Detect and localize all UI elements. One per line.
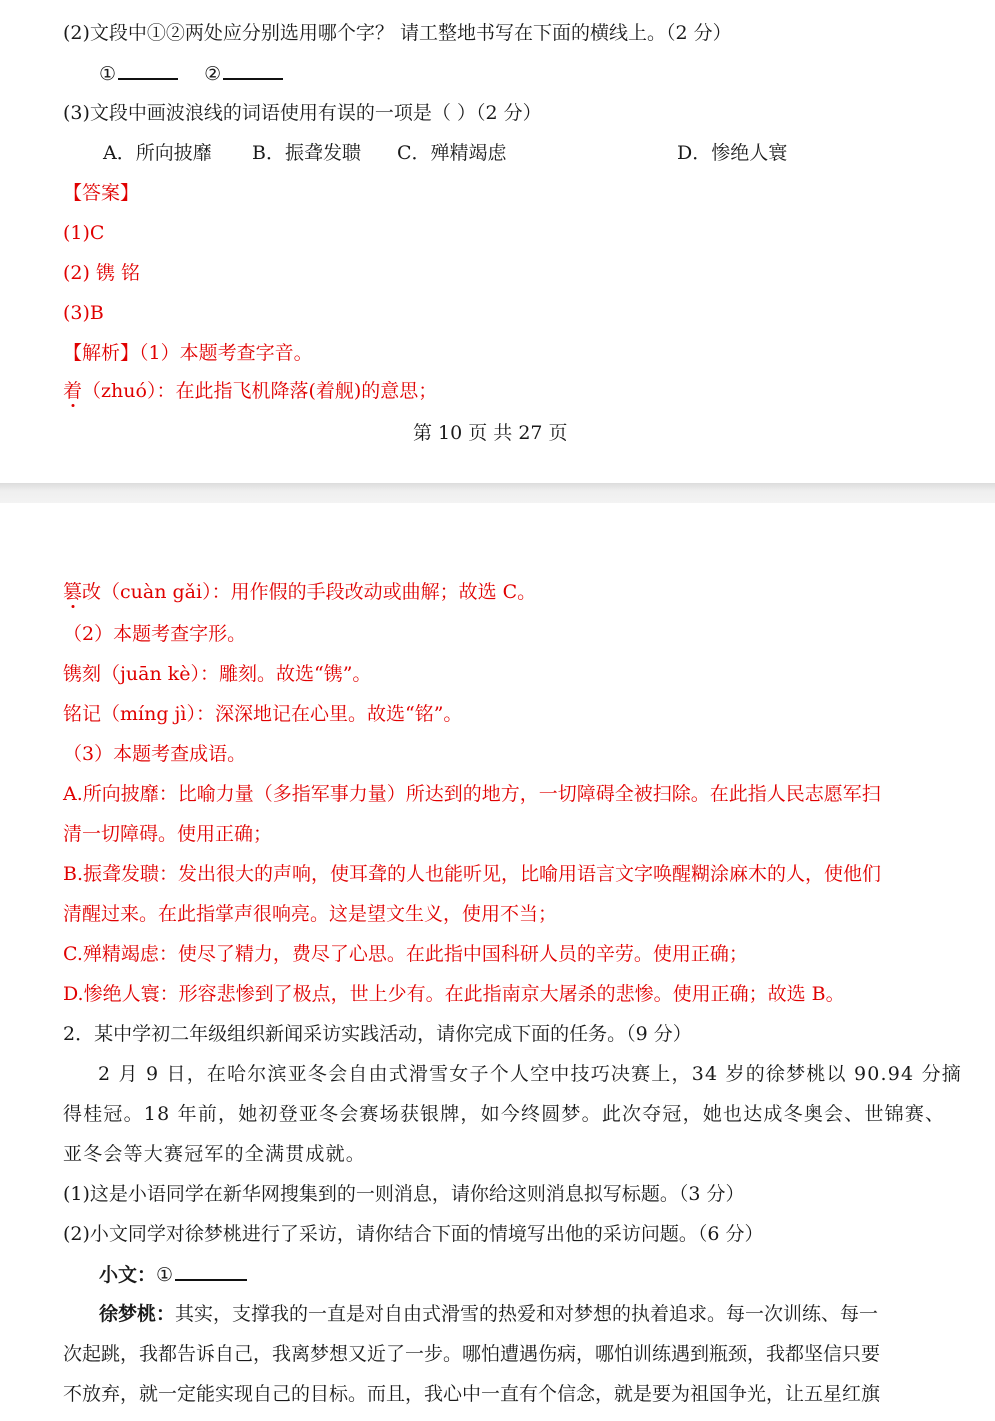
speaker-xumengtao: 徐梦桃： xyxy=(99,1303,176,1325)
analysis-3-heading: （3）本题考查成语。 xyxy=(63,743,247,765)
interview-xiaowen xyxy=(99,1261,247,1288)
analysis-option-c: C.殚精竭虑：使尽了精力，费尽了心思。在此指中国科研人员的辛劳。使用正确； xyxy=(63,943,748,965)
page-footer: 第 10 页 共 27 页 xyxy=(413,422,568,444)
subquestion-2: (2)小文同学对徐梦桃进行了采访，请你结合下面的情境写出他的采访问题。（6 分） xyxy=(63,1223,764,1245)
answer-blanks-row xyxy=(99,60,283,87)
subquestion-1: (1)这是小语同学在新华网搜集到的一则消息，请你给这则消息拟写标题。（3 分） xyxy=(63,1183,745,1205)
news-line-3: 亚冬会等大赛冠军的全满贯成就。 xyxy=(63,1143,367,1165)
analysis-option-a: A.所向披靡：比喻力量（多指军事力量）所达到的地方，一切障碍全被扫除。在此指人民志愿军扫 xyxy=(63,783,881,805)
interview-xumengtao-1 xyxy=(99,1301,878,1327)
answer-2: (2) 镌 铭 xyxy=(63,262,140,284)
answer-1: (1)C xyxy=(63,222,105,244)
reply-line-3: 不放弃，就一定能实现自己的目标。而且，我心中一直有个信念，就是要为祖国争光，让五星红旗 xyxy=(63,1383,881,1405)
emphasis-char: 篡 xyxy=(63,581,83,603)
analysis-option-a-cont: 清一切障碍。使用正确； xyxy=(63,823,273,845)
analysis-cuangai-text: 改（cuàn gǎi）：用作假的手段改动或曲解；故选 C。 xyxy=(82,581,537,603)
analysis-mingji: 铭记（míng jì）：深深地记在心里。故选“铭”。 xyxy=(63,703,463,725)
analysis-cuangai xyxy=(63,579,536,605)
analysis-zhuo xyxy=(63,378,437,404)
blank-2-label: ② xyxy=(204,63,222,85)
page-separator xyxy=(0,483,995,503)
page-10 xyxy=(0,0,995,483)
option-a: A．所向披靡 xyxy=(103,142,212,164)
question-3-text: (3)文段中画波浪线的词语使用有误的一项是（ ）（2 分） xyxy=(63,102,542,124)
analysis-juanke: 镌刻（juān kè）：雕刻。故选“镌”。 xyxy=(63,663,372,685)
blank-1-label: ① xyxy=(99,63,117,85)
blank-1-line xyxy=(118,60,178,80)
analysis-option-d: D.惨绝人寰：形容悲惨到了极点，世上少有。在此指南京大屠杀的悲惨。使用正确；故选 B。 xyxy=(63,983,845,1005)
question-blank-label: ① xyxy=(156,1264,174,1286)
blank-2-line xyxy=(223,60,283,80)
option-d: D．惨绝人寰 xyxy=(677,142,788,164)
analysis-zhuo-text: （zhuó）：在此指飞机降落(着舰)的意思； xyxy=(82,380,438,402)
emphasis-char: 着 xyxy=(63,380,83,402)
reply-line-2: 次起跳，我都告诉自己，我离梦想又近了一步。哪怕遭遇伤病，哪怕训练遇到瓶颈，我都坚信只要 xyxy=(63,1343,881,1365)
answer-3: (3)B xyxy=(63,302,104,324)
reply-line-1: 其实，支撑我的一直是对自由式滑雪的热爱和对梦想的执着追求。每一次训练、每一 xyxy=(175,1303,879,1325)
analysis-option-b: B.振聋发聩：发出很大的声响，使耳聋的人也能听见，比喻用语言文字唤醒糊涂麻木的人，使他们 xyxy=(63,863,882,885)
analysis-option-b-cont: 清醒过来。在此指掌声很响亮。这是望文生义，使用不当； xyxy=(63,903,558,925)
speaker-xiaowen: 小文： xyxy=(99,1264,157,1286)
question-2-text: (2)文段中①②两处应分别选用哪个字？ 请工整地书写在下面的横线上。（2 分） xyxy=(63,22,732,44)
news-line-1: 2 月 9 日，在哈尔滨亚冬会自由式滑雪女子个人空中技巧决赛上，34 岁的徐梦桃以 90.94 分摘 xyxy=(98,1063,962,1085)
question-blank-line xyxy=(175,1261,247,1281)
answer-heading: 【答案】 xyxy=(63,182,140,204)
option-c: C．殚精竭虑 xyxy=(397,142,507,164)
option-b: B．振聋发聩 xyxy=(252,142,361,164)
analysis-heading: 【解析】（1）本题考查字音。 xyxy=(63,342,313,364)
analysis-2-heading: （2）本题考查字形。 xyxy=(63,623,247,645)
page-11 xyxy=(0,503,995,1421)
question-2-title: 2．某中学初二年级组织新闻采访实践活动，请你完成下面的任务。（9 分） xyxy=(63,1023,692,1045)
news-line-2: 得桂冠。18 年前，她初登亚冬会赛场获银牌，如今终圆梦。此次夺冠，她也达成冬奥会、世锦赛、 xyxy=(63,1103,946,1125)
